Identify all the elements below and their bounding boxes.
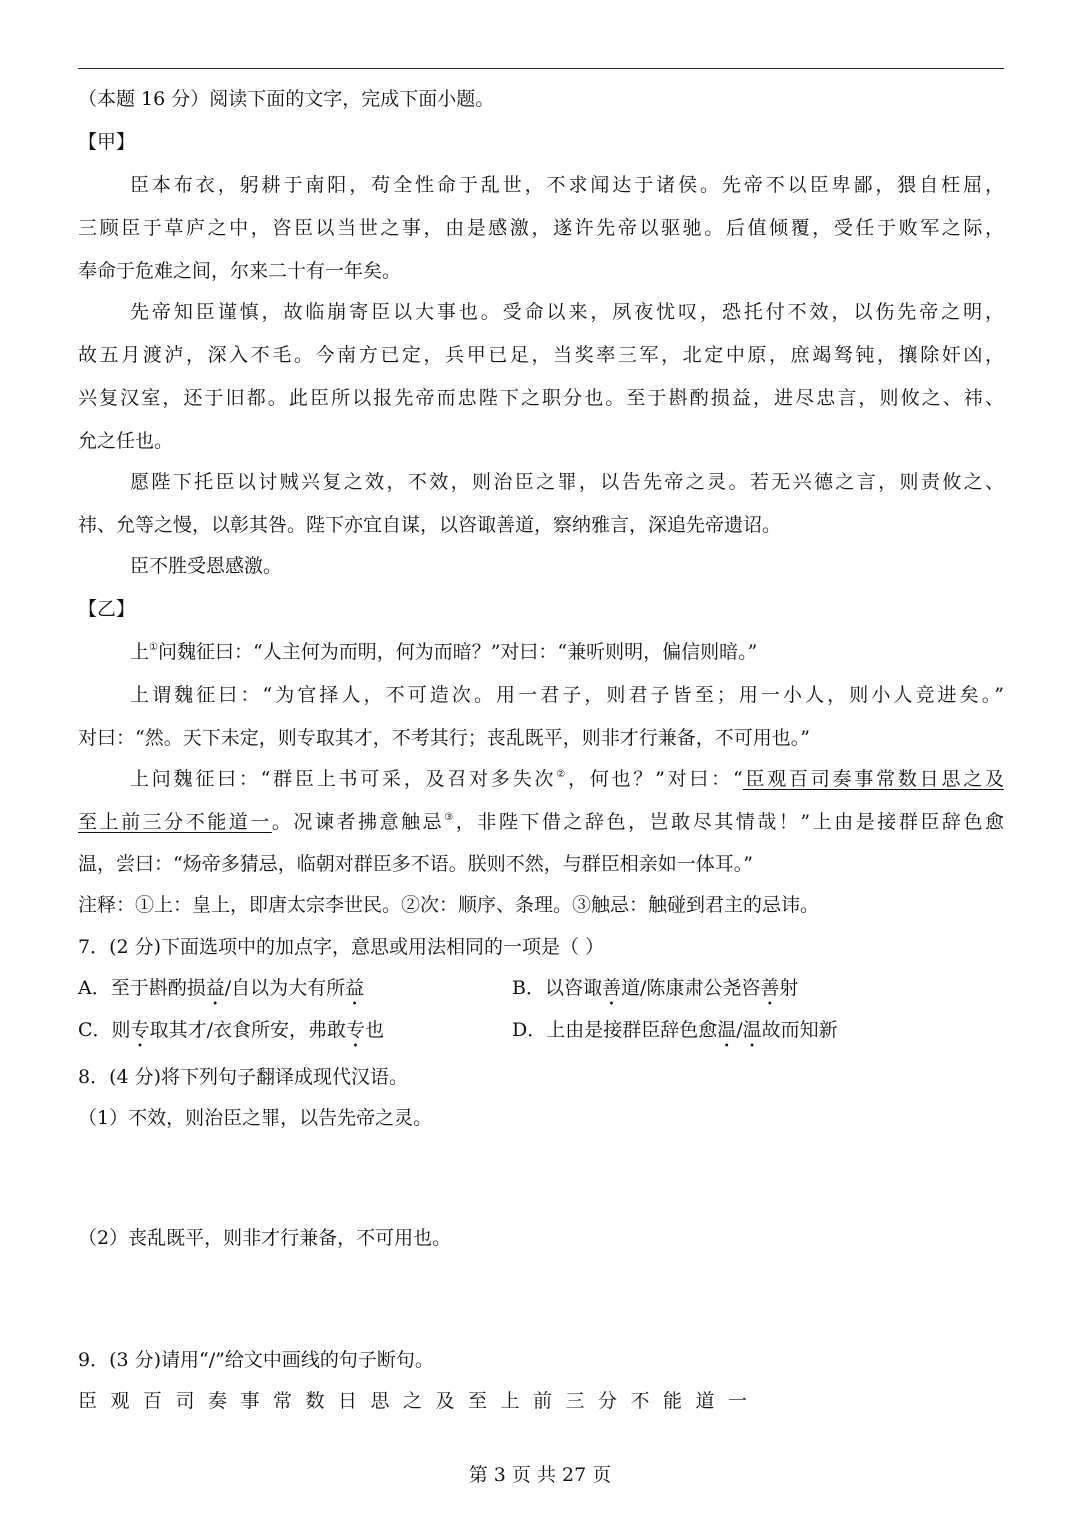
q8-sentence-2: （2）丧乱既平，则非才行兼备，不可用也。 <box>78 1227 452 1249</box>
jia-p1-line3: 奉命于危难之间，尔来二十有一年矣。 <box>78 260 402 282</box>
q9-sentence-to-punctuate: 臣观百司奏事常数日思之及至上前三分不能道一 <box>78 1390 761 1412</box>
q7-option-a[interactable] <box>78 973 364 1010</box>
note-marker-2: ② <box>556 769 569 780</box>
intro: （本题 16 分）阅读下面的文字，完成下面小题。 <box>78 88 495 110</box>
yi-p3-l2-b: ，非陛下借之辞色，岂敢尽其情哉！”上由是接群臣辞色愈 <box>455 811 1004 833</box>
heading-yi: 【乙】 <box>78 598 136 620</box>
q7-option-d[interactable] <box>512 1015 838 1052</box>
q7-c-dotted-2: 专 <box>345 1019 365 1041</box>
jia-p2-line3: 兴复汉室，还于旧都。此臣所以报先帝而忠陛下之职分也。至于斟酌损益，进尽忠言，则攸之、祎、 <box>78 387 1004 409</box>
yi-p3-line3: 温，尝曰：“炀帝多猜忌，临朝对群臣多不语。朕则不然，与群臣相亲如一体耳。” <box>78 853 753 875</box>
jia-p2-line1: 先帝知臣谨慎，故临崩寄臣以大事也。受命以来，夙夜忧叹，恐托付不效，以伤先帝之明， <box>130 301 1004 323</box>
q7-b-dotted-2: 善 <box>760 977 780 999</box>
q7-c-mid: 取其才/衣食所安，弗敢 <box>149 1019 346 1041</box>
q7-b-pre: B．以咨诹 <box>512 977 602 999</box>
q7-d-post: 故而知新 <box>761 1019 838 1041</box>
yi-p1-b: 问魏征曰：“人主何为而明，何为而暗？”对曰：“兼听则明，偏信则暗。” <box>157 641 758 663</box>
q7-c-post: 也 <box>364 1019 384 1041</box>
yi-p1 <box>130 637 757 667</box>
jia-p3-line1: 愿陛下托臣以讨贼兴复之效，不效，则治臣之罪，以告先帝之灵。若无兴德之言，则责攸之、 <box>130 471 1004 493</box>
yi-p2-line2: 对曰：“然。天下未定，则专取其才，不考其行；丧乱既平，则非才行兼备，不可用也。” <box>78 727 810 749</box>
q7-stem: 7．(2 分)下面选项中的加点字，意思或用法相同的一项是（ ） <box>78 936 605 958</box>
q7-d-mid: / <box>736 1019 743 1041</box>
yi-p3-line1 <box>130 764 1004 794</box>
q7-d-dotted-2: 温 <box>742 1019 762 1041</box>
q7-b-mid: 道/陈康肃公尧咨 <box>620 977 761 999</box>
q7-c-dotted-1: 专 <box>130 1019 150 1041</box>
jia-p4: 臣不胜受恩感激。 <box>130 555 283 577</box>
yi-p2-line1: 上谓魏征曰：“为官择人，不可造次。用一君子，则君子皆至；用一小人，则小人竞进矣。” <box>130 684 1004 706</box>
jia-p2-line4: 允之任也。 <box>78 430 174 452</box>
annotation-notes: 注释：①上：皇上，即唐太宗李世民。②次：顺序、条理。③触忌：触碰到君主的忌讳。 <box>78 894 820 916</box>
jia-p1-line1: 臣本布衣，躬耕于南阳，苟全性命于乱世，不求闻达于诸侯。先帝不以臣卑鄙，猥自枉屈， <box>130 174 1004 196</box>
yi-p3-l1-b: ，何也？”对曰：“ <box>568 768 743 790</box>
q9-stem: 9．(3 分)请用“/”给文中画线的句子断句。 <box>78 1349 434 1371</box>
q8-sentence-1: （1）不效，则治臣之罪，以告先帝之灵。 <box>78 1107 433 1129</box>
yi-p3-l2-a: 。况谏者拂意触忌 <box>271 811 445 833</box>
q7-d-pre: D．上由是接群臣辞色愈 <box>512 1019 718 1041</box>
note-marker-3: ③ <box>444 812 456 823</box>
q7-b-dotted-1: 善 <box>601 977 621 999</box>
jia-p3-line2: 祎、允等之慢，以彰其咎。陛下亦宜自谋，以咨诹善道，察纳雅言，深追先帝遗诏。 <box>78 514 782 536</box>
jia-p2-line2: 故五月渡泸，深入不毛。今南方已定，兵甲已足，当奖率三军，北定中原，庶竭驽钝，攘除奸凶， <box>78 344 1004 366</box>
page-footer: 第 3 页 共 27 页 <box>468 1464 612 1486</box>
yi-p3-l1-a: 上问魏征曰：“群臣上书可采，及召对多失次 <box>130 768 557 790</box>
note-marker-1: ① <box>149 642 158 653</box>
q7-option-b[interactable] <box>512 973 798 1010</box>
q7-a-dotted-1: 益 <box>205 977 225 999</box>
jia-p1-line2: 三顾臣于草庐之中，咨臣以当世之事，由是感激，遂许先帝以驱驰。后值倾覆，受任于败军之际， <box>78 217 1004 239</box>
underlined-sentence-part2: 至上前三分不能道一 <box>78 811 272 833</box>
q8-stem: 8．(4 分)将下列句子翻译成现代汉语。 <box>78 1066 409 1088</box>
top-rule <box>78 68 1004 69</box>
underlined-sentence-part1: 臣观百司奏事常数日思之及 <box>742 768 1004 790</box>
q7-b-post: 射 <box>779 977 799 999</box>
q7-a-mid: /自以为大有所 <box>224 977 346 999</box>
q7-d-dotted-1: 温 <box>717 1019 737 1041</box>
heading-jia: 【甲】 <box>78 131 136 153</box>
q7-a-dotted-2: 益 <box>345 977 365 999</box>
q7-a-pre: A．至于斟酌损 <box>78 977 206 999</box>
q7-option-c[interactable] <box>78 1015 384 1052</box>
yi-p3-line2 <box>78 807 1004 837</box>
q7-c-pre: C．则 <box>78 1019 131 1041</box>
yi-p1-a: 上 <box>130 641 150 663</box>
